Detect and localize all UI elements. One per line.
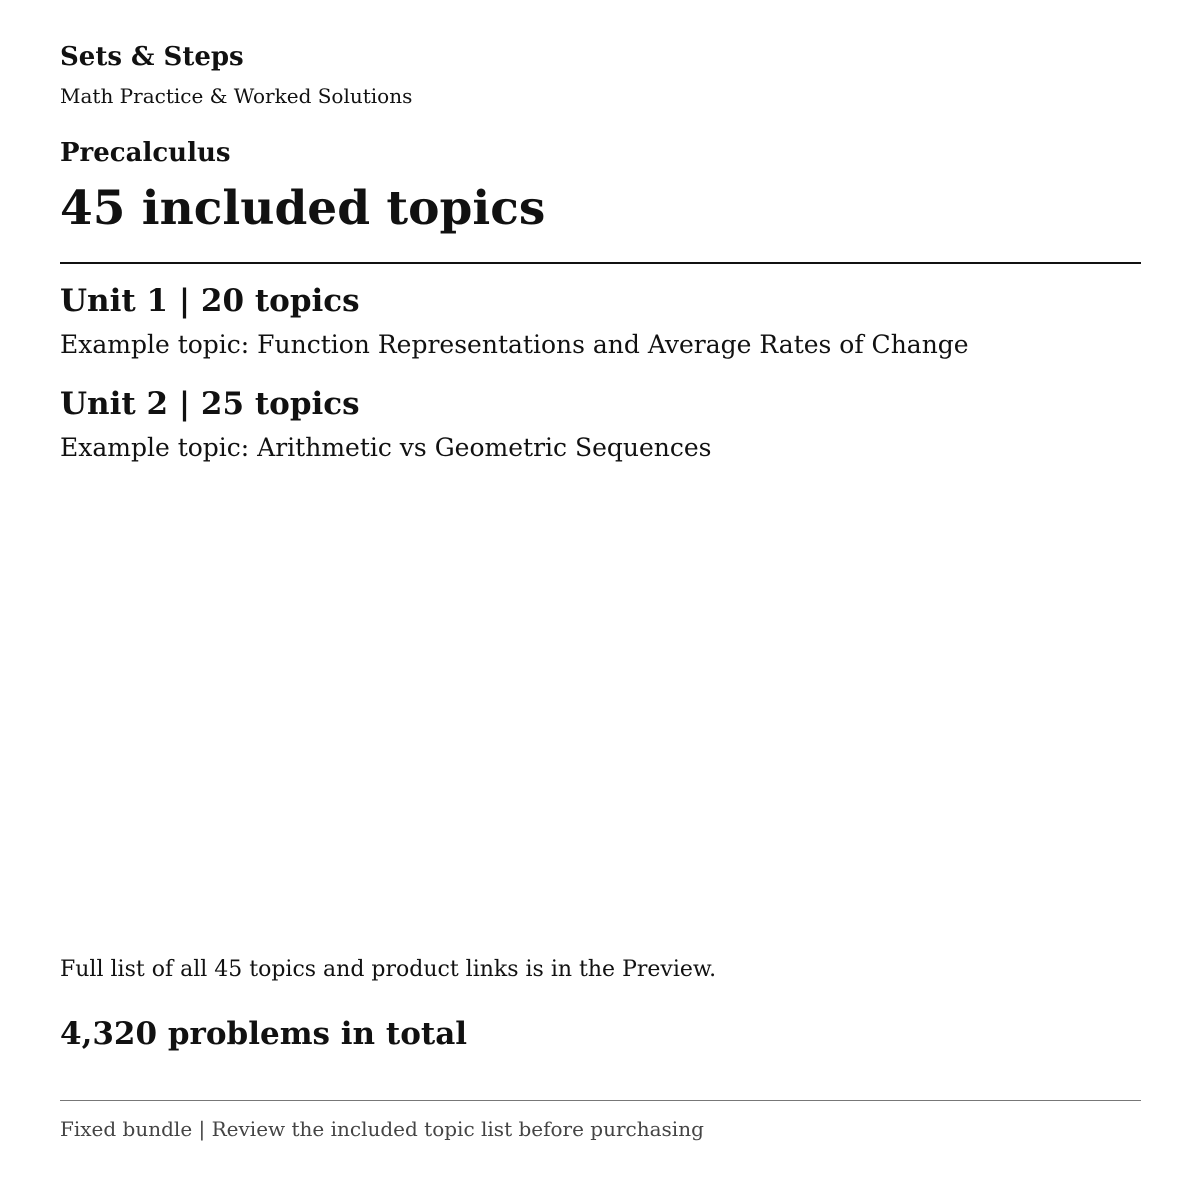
header-divider xyxy=(60,262,1141,264)
unit-1-example-topic: Example topic: Function Representations and Average Rates of Change xyxy=(60,330,969,359)
problem-total: 4,320 problems in total xyxy=(60,1016,468,1052)
footer-note: Fixed bundle | Review the included topic list before purchasing xyxy=(60,1117,704,1141)
preview-note: Full list of all 45 topics and product links is in the Preview. xyxy=(60,957,717,982)
unit-2-example-topic: Example topic: Arithmetic vs Geometric Sequences xyxy=(60,433,712,462)
unit-2-heading: Unit 2 | 25 topics xyxy=(60,386,360,422)
brand-title: Sets & Steps xyxy=(60,42,244,72)
topic-count-heading: 45 included topics xyxy=(60,181,546,236)
footer-divider xyxy=(60,1100,1141,1101)
course-name: Precalculus xyxy=(60,138,231,168)
brand-subtitle: Math Practice & Worked Solutions xyxy=(60,84,413,108)
unit-1-heading: Unit 1 | 20 topics xyxy=(60,283,360,319)
product-page xyxy=(60,0,1141,1200)
